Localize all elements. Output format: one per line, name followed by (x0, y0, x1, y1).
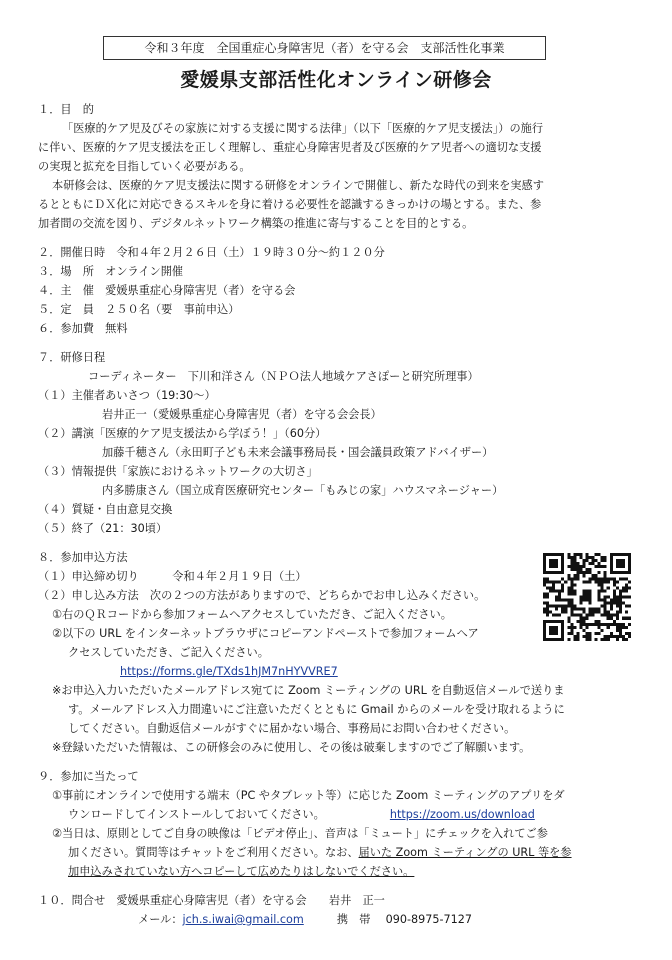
header-box: 令和３年度 全国重症心身障害児（者）を守る会 支部活性化事業 (103, 36, 546, 60)
mail-label: メール： (138, 913, 183, 926)
purpose-paragraph-1-line-1: 「医療的ケア児及びその家族に対する支援に関する法律」（以下「医療的ケア児支援法」）の施行 (62, 122, 544, 135)
purpose-paragraph-1-line-3: の実現と拡充を目指していく必要がある。 (38, 160, 251, 173)
section-4-organizer: ４．主 催 愛媛県重症心身障害児（者）を守る会 (38, 284, 296, 297)
form-url-row (38, 662, 638, 681)
precaution-2-underlined-end: 加申込みされていない方へコピーして広めたりはしないでください。 (68, 865, 415, 878)
coordinator-line: コーディネーター 下川和洋さん（ＮＰＯ法人地域ケアさぽーと研究所理事） (88, 370, 479, 383)
section-8-heading: ８．参加申込方法 (38, 551, 128, 564)
schedule-item-1-detail: 岩井正一（愛媛県重症心身障害児（者）を守る会会長） (102, 408, 382, 421)
document-title: 愛媛県支部活性化オンライン研修会 (180, 69, 492, 91)
phone-label: 携 帯 (336, 913, 371, 926)
section-6-fee: ６．参加費 無料 (38, 322, 128, 335)
precaution-2-line-3 (38, 862, 638, 881)
method-qr: ①右のＱＲコードから参加フォームへアクセスしていただき、ご記入ください。 (52, 608, 452, 621)
section-7-heading: ７．研修日程 (38, 351, 106, 364)
contact-details (38, 910, 638, 929)
purpose-paragraph-2-line-2: るとともにＤＸ化に対応できるスキルを身に着ける必要性を認識するきっかけの場とする。また、参 (38, 198, 542, 211)
precaution-2-line-1: ②当日は、原則としてご自身の映像は「ビデオ停止」、音声は「ミュート」にチェックを入れてご参 (52, 827, 548, 840)
qr-code-graphic (543, 552, 631, 642)
schedule-item-1: （１）主催者あいさつ（19:30～） (38, 389, 216, 402)
precaution-1-line-2 (38, 805, 638, 824)
precaution-2-line-2 (38, 843, 638, 862)
precaution-2-text: 加ください。質問等はチャットをご利用ください。なお、 (68, 846, 359, 859)
zoom-download-link[interactable]: https://zoom.us/download (389, 808, 535, 821)
note-1-line-1: ※お申込入力いただいたメールアドレス宛てに Zoom ミーティングの URL を自動返信メールで送りま (52, 684, 565, 697)
precaution-1-text: ウンロードしてインストールしておいてください。 (68, 808, 325, 821)
section-9-heading: ９．参加に当たって (38, 770, 139, 783)
application-method: （２）申し込み方法 次の２つの方法がありますので、どちらかでお申し込みください。 (38, 589, 486, 602)
method-url-line-2: クセスしていただき、ご記入ください。 (68, 646, 269, 659)
precaution-1-line-1: ①事前にオンラインで使用する端末（PC やタブレット等）に応じた Zoom ミーティングのアプリをダ (52, 789, 565, 802)
section-5-capacity: ５．定 員 ２５０名（要 事前申込） (38, 303, 240, 316)
section-3-place: ３．場 所 オンライン開催 (38, 265, 184, 278)
purpose-paragraph-2-line-1: 本研修会は、医療的ケア児支援法に関する研修をオンラインで開催し、新たな時代の到来を実感す (52, 179, 544, 192)
precaution-2-underlined: 届いた Zoom ミーティングの URL 等を参 (358, 846, 572, 859)
note-1-line-3: してください。自動返信メールがすぐに届かない場合、事務局にお問い合わせください。 (68, 722, 516, 735)
schedule-item-4: （４）質疑・自由意見交換 (38, 503, 173, 516)
note-2: ※登録いただいた情報は、この研修会のみに使用し、その後は破棄しますのでご了解願います。 (52, 741, 531, 754)
section-2-date: ２．開催日時 令和４年２月２６日（土）１９時３０分～約１２０分 (38, 246, 385, 259)
phone-number: 090-8975-7127 (385, 913, 472, 926)
schedule-item-5: （５）終了（21：30頃） (38, 522, 168, 535)
application-deadline: （１）申込締め切り 令和４年２月１９日（土） (38, 570, 307, 583)
purpose-paragraph-1-line-2: に伴い、医療的ケア児支援法を正しく理解し、重症心身障害児者及び医療的ケア児者への適切な支援 (38, 141, 542, 154)
contact-email-link[interactable]: jch.s.iwai@gmail.com (182, 913, 304, 926)
document-body (38, 100, 638, 929)
form-url-link[interactable]: https://forms.gle/TXds1hJM7nHYVVRE7 (120, 665, 338, 678)
note-1-line-2: す。メールアドレス入力間違いにご注意いただくとともに Gmail からのメールを受け取れるように (68, 703, 565, 716)
schedule-item-3: （３）情報提供「家族におけるネットワークの大切さ」 (38, 465, 318, 478)
schedule-item-3-detail: 内多勝康さん（国立成育医療研究センター「もみじの家」ハウスマネージャー） (102, 484, 504, 497)
schedule-item-2: （２）講演「医療的ケア児支援法から学ぼう！」（60分） (38, 427, 327, 440)
purpose-paragraph-2-line-3: 加者間の交流を図り、デジタルネットワーク構築の推進に寄与することを目的とする。 (38, 217, 474, 230)
qr-code-icon[interactable] (543, 552, 631, 642)
schedule-item-2-detail: 加藤千穂さん（永田町子ども未来会議事務局長・国会議員政策アドバイザー） (102, 446, 494, 459)
section-10-contact: １０．問合せ 愛媛県重症心身障害児（者）を守る会 岩井 正一 (38, 894, 385, 907)
method-url-line-1: ②以下の URL をインターネットブラウザにコピーアンドペーストで参加フォームへア (52, 627, 479, 640)
section-1-heading: １．目 的 (38, 103, 94, 116)
